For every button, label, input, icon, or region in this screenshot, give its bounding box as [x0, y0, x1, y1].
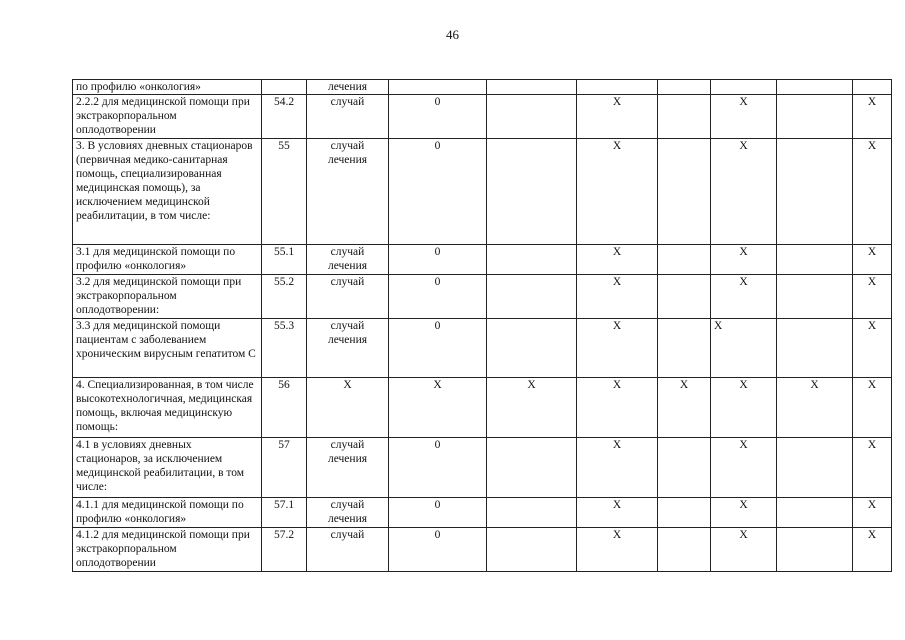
- cell-value: [487, 275, 577, 319]
- cell-value: [777, 245, 853, 275]
- table-row: [73, 498, 892, 528]
- cell-value: Х: [853, 378, 892, 438]
- cell-value: [658, 95, 711, 139]
- cell-value: 0: [389, 498, 487, 528]
- row-name: 3.2 для медицинской помощи при экстракорпоральном оплодотворении:: [73, 275, 262, 319]
- cell-value: Х: [711, 275, 777, 319]
- cell-value: 0: [389, 95, 487, 139]
- row-name: 3. В условиях дневных стационаров (первичная медико-санитарная помощь, специализированная медицинская помощь), за исключением медицинской реабилитации, в том числе:: [73, 139, 262, 245]
- cell-value: Х: [577, 139, 658, 245]
- row-name: 4.1.2 для медицинской помощи при экстракорпоральном оплодотворении: [73, 528, 262, 572]
- row-unit: лечения: [307, 80, 389, 95]
- row-number: 57.1: [262, 498, 307, 528]
- row-number: 55.1: [262, 245, 307, 275]
- table-row: [73, 80, 892, 95]
- cell-value: [658, 319, 711, 378]
- row-unit: случай лечения: [307, 245, 389, 275]
- row-name: 4.1 в условиях дневных стационаров, за исключением медицинской реабилитации, в том числе:: [73, 438, 262, 498]
- cell-value: [577, 80, 658, 95]
- cell-value: Х: [658, 378, 711, 438]
- cell-value: [777, 438, 853, 498]
- cell-value: [658, 275, 711, 319]
- page-number: 46: [446, 27, 459, 42]
- row-number: [262, 80, 307, 95]
- cell-value: [777, 139, 853, 245]
- cell-value: 0: [389, 245, 487, 275]
- cell-value: [658, 438, 711, 498]
- row-unit: Х: [307, 378, 389, 438]
- cell-value: Х: [389, 378, 487, 438]
- cell-value: [777, 95, 853, 139]
- row-number: 55: [262, 139, 307, 245]
- cell-value: Х: [853, 139, 892, 245]
- cell-value: Х: [777, 378, 853, 438]
- cell-value: [853, 80, 892, 95]
- cell-value: 0: [389, 528, 487, 572]
- cell-value: Х: [711, 95, 777, 139]
- table-row: [73, 528, 892, 572]
- cell-value: Х: [853, 498, 892, 528]
- cell-value: Х: [487, 378, 577, 438]
- cell-value: [487, 319, 577, 378]
- table-row: [73, 378, 892, 438]
- row-unit: случай: [307, 528, 389, 572]
- cell-value: Х: [853, 319, 892, 378]
- row-unit: случай лечения: [307, 139, 389, 245]
- cell-value: [487, 245, 577, 275]
- row-name: 4. Специализированная, в том числе высокотехнологичная, медицинская помощь, включая медицинскую помощь:: [73, 378, 262, 438]
- table-row: [73, 275, 892, 319]
- cell-value: Х: [577, 378, 658, 438]
- row-name: по профилю «онкология»: [73, 80, 262, 95]
- cell-value: 0: [389, 438, 487, 498]
- table-row: [73, 95, 892, 139]
- cell-value: [777, 275, 853, 319]
- table-row: [73, 438, 892, 498]
- cell-value: Х: [853, 95, 892, 139]
- cell-value: Х: [853, 245, 892, 275]
- table-row: [73, 139, 892, 245]
- cell-value: [777, 80, 853, 95]
- cell-value: [711, 80, 777, 95]
- cell-value: Х: [711, 498, 777, 528]
- cell-value: [389, 80, 487, 95]
- cell-value: 0: [389, 319, 487, 378]
- cell-value: Х: [711, 528, 777, 572]
- cell-value: Х: [711, 378, 777, 438]
- cell-value: Х: [577, 95, 658, 139]
- row-number: 55.3: [262, 319, 307, 378]
- cell-value: 0: [389, 139, 487, 245]
- cell-value: [487, 139, 577, 245]
- cell-value: [658, 498, 711, 528]
- cell-value: Х: [711, 438, 777, 498]
- cell-value: Х: [853, 275, 892, 319]
- row-unit: случай: [307, 95, 389, 139]
- cell-value: Х: [711, 245, 777, 275]
- cell-value: Х: [577, 319, 658, 378]
- cell-value: [487, 80, 577, 95]
- cell-value: [487, 95, 577, 139]
- cell-value: Х: [711, 139, 777, 245]
- cell-value: [777, 498, 853, 528]
- row-number: 57: [262, 438, 307, 498]
- cell-value: Х: [711, 319, 777, 378]
- row-unit: случай лечения: [307, 319, 389, 378]
- data-table: [72, 79, 892, 572]
- cell-value: [487, 498, 577, 528]
- cell-value: [658, 528, 711, 572]
- cell-value: Х: [853, 528, 892, 572]
- cell-value: Х: [577, 245, 658, 275]
- row-number: 57.2: [262, 528, 307, 572]
- cell-value: 0: [389, 275, 487, 319]
- cell-value: Х: [577, 275, 658, 319]
- row-unit: случай лечения: [307, 498, 389, 528]
- row-number: 54.2: [262, 95, 307, 139]
- cell-value: Х: [853, 438, 892, 498]
- cell-value: [777, 528, 853, 572]
- cell-value: [487, 528, 577, 572]
- table-row: [73, 245, 892, 275]
- table-row: [73, 319, 892, 378]
- cell-value: [658, 139, 711, 245]
- row-unit: случай: [307, 275, 389, 319]
- cell-value: Х: [577, 498, 658, 528]
- row-number: 55.2: [262, 275, 307, 319]
- cell-value: [658, 245, 711, 275]
- row-name: 3.3 для медицинской помощи пациентам с заболеванием хроническим вирусным гепатитом С: [73, 319, 262, 378]
- cell-value: [487, 438, 577, 498]
- cell-value: Х: [577, 528, 658, 572]
- cell-value: [658, 80, 711, 95]
- cell-value: Х: [577, 438, 658, 498]
- cell-value: [777, 319, 853, 378]
- row-name: 4.1.1 для медицинской помощи по профилю «онкология»: [73, 498, 262, 528]
- row-name: 3.1 для медицинской помощи по профилю «онкология»: [73, 245, 262, 275]
- row-name: 2.2.2 для медицинской помощи при экстракорпоральном оплодотворении: [73, 95, 262, 139]
- row-number: 56: [262, 378, 307, 438]
- row-unit: случай лечения: [307, 438, 389, 498]
